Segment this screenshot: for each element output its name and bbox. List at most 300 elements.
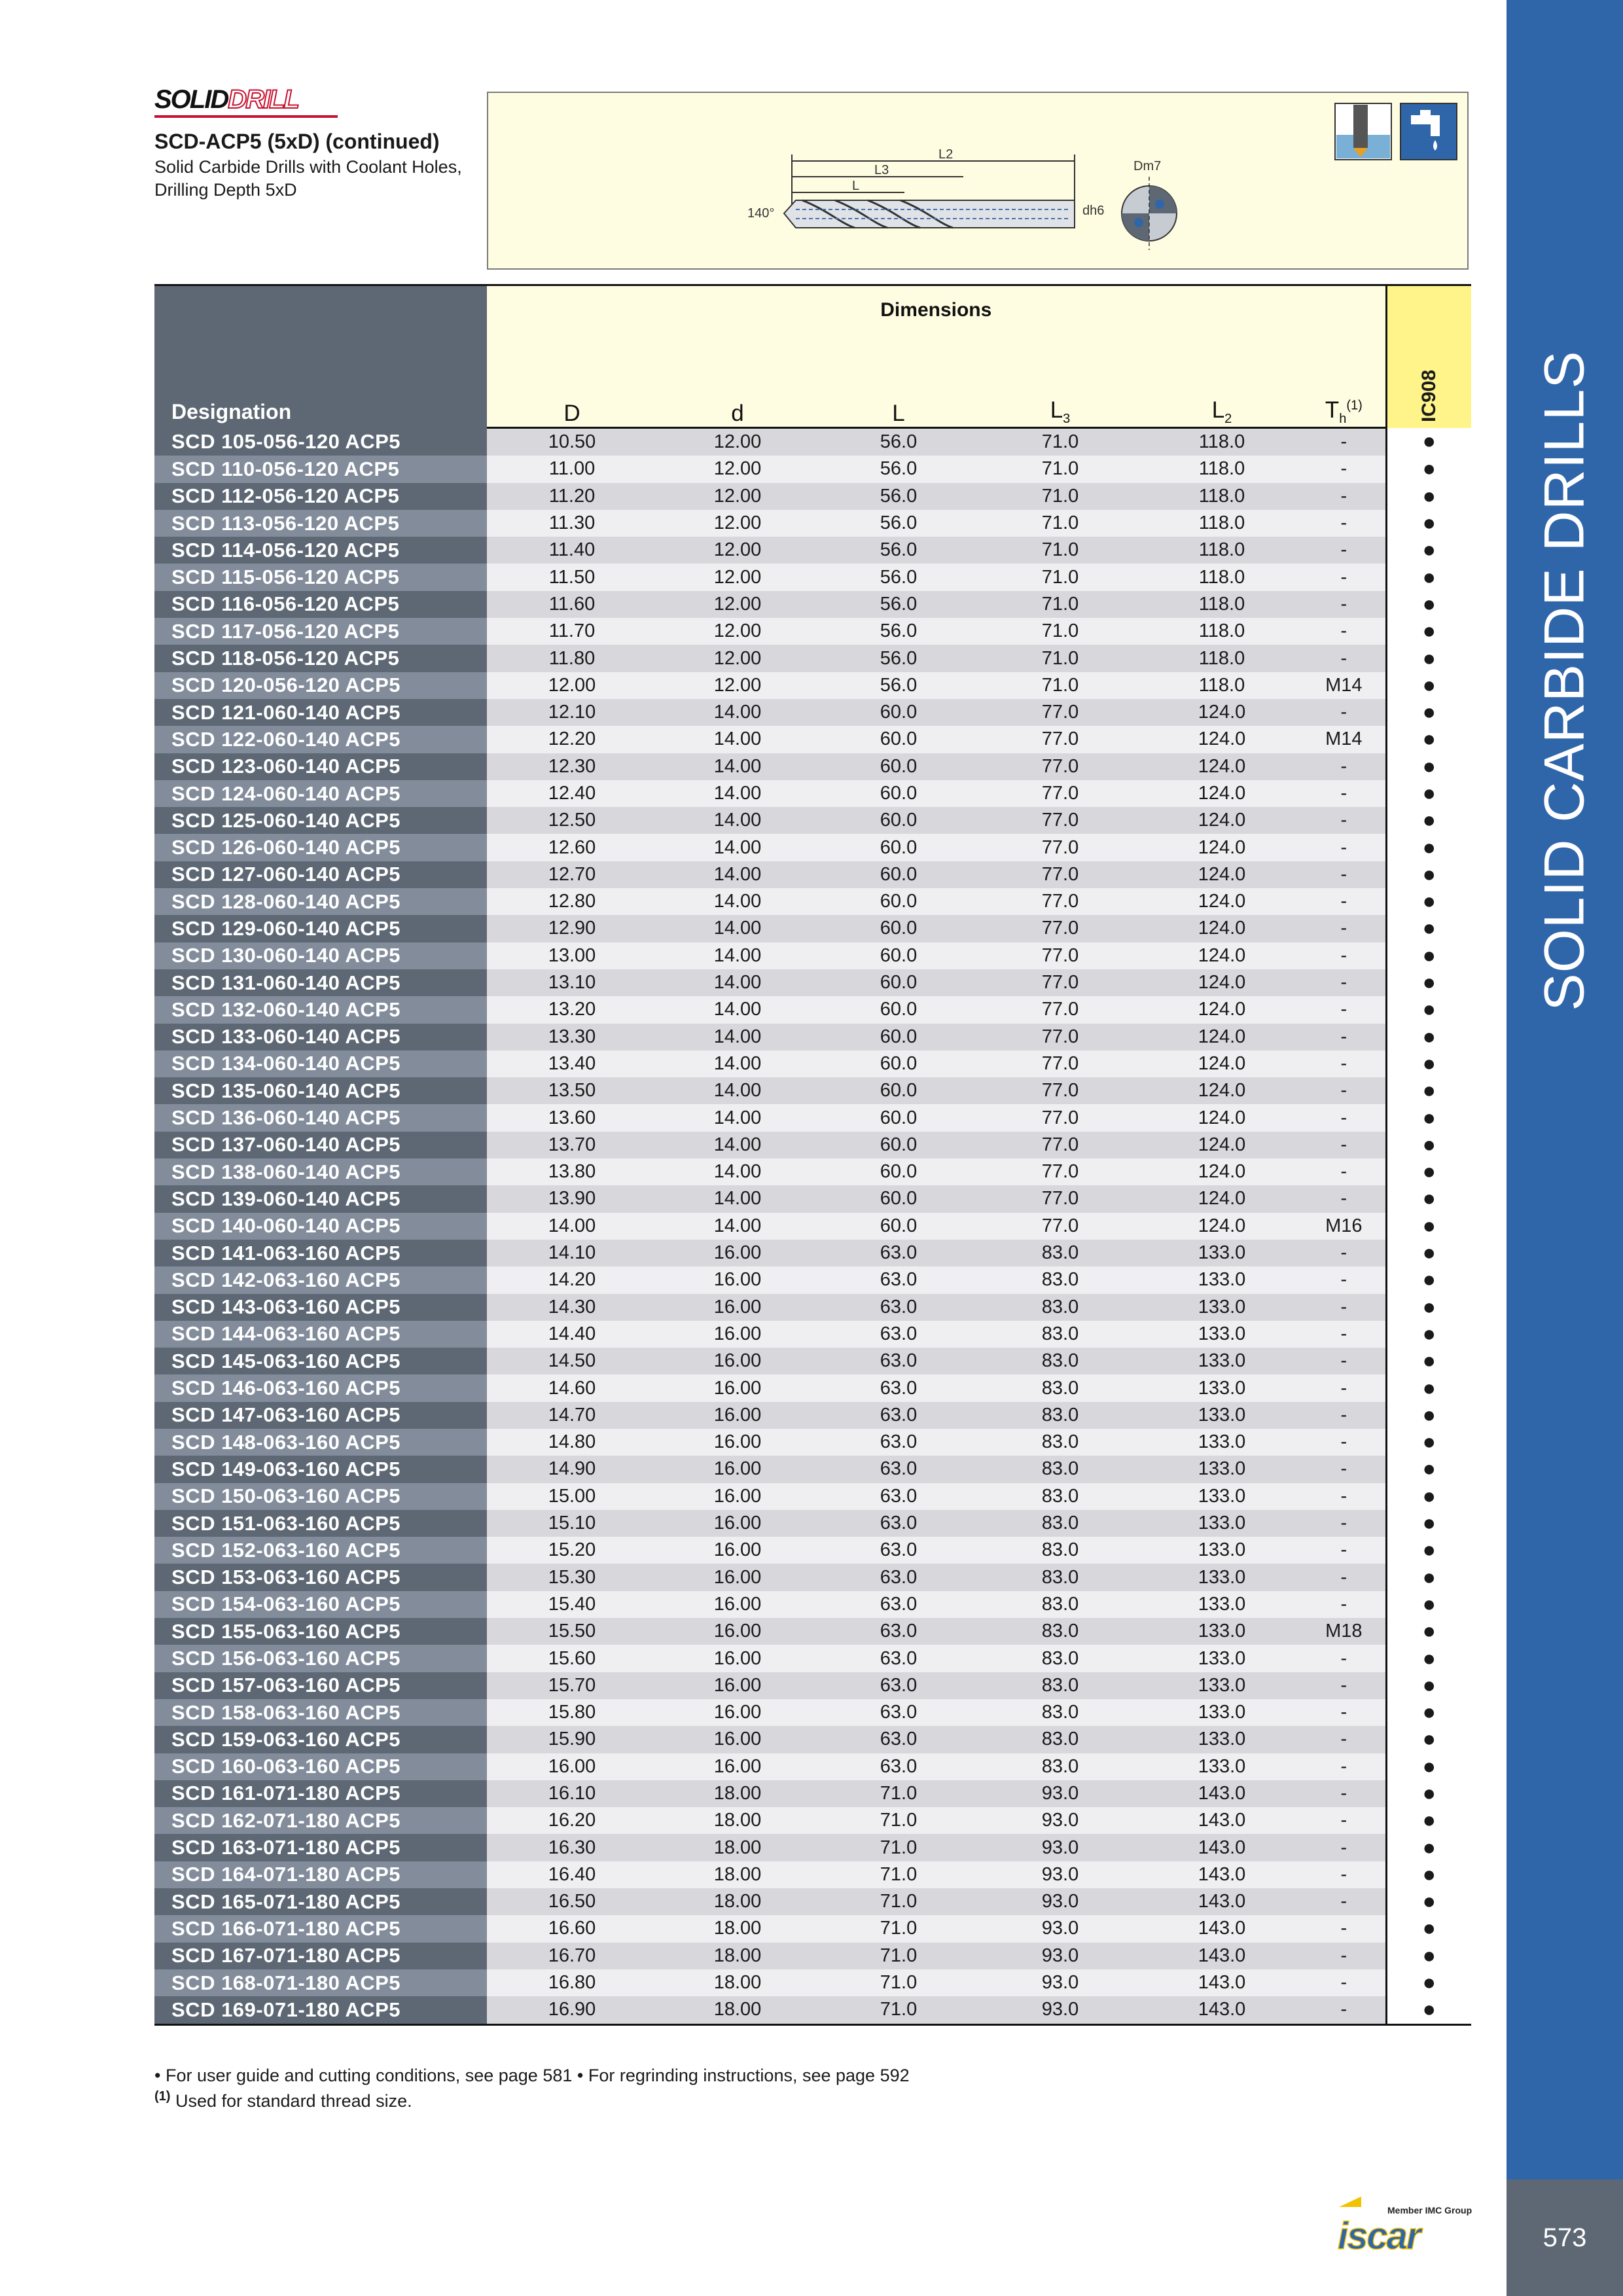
cell-D: 13.60: [487, 1104, 657, 1131]
grade-availability: ●: [1386, 753, 1471, 780]
designation-cell: SCD 134-060-140 ACP5: [154, 1050, 487, 1077]
designation-cell: SCD 139-060-140 ACP5: [154, 1185, 487, 1212]
cell-D: 16.00: [487, 1753, 657, 1780]
cell-L3: 71.0: [979, 618, 1141, 645]
cell-D: 11.20: [487, 483, 657, 510]
cell-L2: 143.0: [1141, 1861, 1302, 1888]
cell-L2: 143.0: [1141, 1943, 1302, 1969]
designation-cell: SCD 114-056-120 ACP5: [154, 537, 487, 564]
cell-Th: -: [1302, 996, 1386, 1023]
grade-availability: ●: [1386, 618, 1471, 645]
cell-Th: -: [1302, 699, 1386, 726]
cell-L: 63.0: [818, 1483, 979, 1510]
grade-availability: ●: [1386, 1185, 1471, 1212]
cell-L3: 77.0: [979, 942, 1141, 969]
cell-d: 18.00: [657, 1807, 818, 1834]
table-row: [154, 1915, 1471, 1942]
table-row: [154, 672, 1471, 699]
cell-Th: -: [1302, 807, 1386, 834]
cell-Th: -: [1302, 1780, 1386, 1807]
cell-D: 14.40: [487, 1321, 657, 1348]
page-number: 573: [1507, 2179, 1623, 2296]
cell-Th: -: [1302, 780, 1386, 807]
cell-d: 16.00: [657, 1726, 818, 1753]
cell-Th: -: [1302, 564, 1386, 590]
cell-L2: 124.0: [1141, 1213, 1302, 1240]
cell-d: 16.00: [657, 1672, 818, 1699]
cell-L: 63.0: [818, 1456, 979, 1482]
cell-L3: 83.0: [979, 1726, 1141, 1753]
cell-Th: -: [1302, 1483, 1386, 1510]
cell-L: 63.0: [818, 1672, 979, 1699]
designation-cell: SCD 153-063-160 ACP5: [154, 1564, 487, 1590]
cell-d: 16.00: [657, 1510, 818, 1537]
cell-L: 63.0: [818, 1726, 979, 1753]
cell-L2: 133.0: [1141, 1672, 1302, 1699]
table-row: [154, 1402, 1471, 1429]
header-dimensions: Dimensions: [487, 285, 1386, 398]
cell-L3: 71.0: [979, 428, 1141, 456]
cell-d: 16.00: [657, 1429, 818, 1456]
cell-Th: -: [1302, 1402, 1386, 1429]
cell-L: 60.0: [818, 1132, 979, 1158]
cell-d: 14.00: [657, 969, 818, 996]
cell-D: 12.20: [487, 726, 657, 753]
cell-D: 15.30: [487, 1564, 657, 1590]
cell-Th: -: [1302, 1672, 1386, 1699]
cell-d: 16.00: [657, 1591, 818, 1618]
designation-cell: SCD 164-071-180 ACP5: [154, 1861, 487, 1888]
header-designation: Designation: [154, 285, 487, 428]
table-row: [154, 753, 1471, 780]
grade-availability: ●: [1386, 834, 1471, 861]
cell-d: 14.00: [657, 834, 818, 861]
header-L2-main: L: [1211, 397, 1225, 423]
dimensions-table: [154, 284, 1471, 2026]
cell-L3: 77.0: [979, 1213, 1141, 1240]
cell-L3: 77.0: [979, 1077, 1141, 1104]
cell-d: 14.00: [657, 699, 818, 726]
designation-cell: SCD 165-071-180 ACP5: [154, 1888, 487, 1915]
cell-D: 16.60: [487, 1915, 657, 1942]
header-L3: [979, 397, 1141, 428]
designation-cell: SCD 130-060-140 ACP5: [154, 942, 487, 969]
cell-d: 16.00: [657, 1266, 818, 1293]
cell-L: 60.0: [818, 699, 979, 726]
cell-d: 14.00: [657, 1077, 818, 1104]
grade-availability: ●: [1386, 1807, 1471, 1834]
grade-availability: ●: [1386, 1348, 1471, 1374]
designation-cell: SCD 145-063-160 ACP5: [154, 1348, 487, 1374]
cell-L2: 124.0: [1141, 726, 1302, 753]
cell-Th: -: [1302, 1294, 1386, 1321]
grade-availability: ●: [1386, 1050, 1471, 1077]
cell-D: 12.60: [487, 834, 657, 861]
label-angle: 140°: [747, 206, 775, 221]
cell-L3: 77.0: [979, 807, 1141, 834]
cell-d: 18.00: [657, 1834, 818, 1861]
logo-tagline: Member IMC Group: [1387, 2205, 1472, 2215]
grade-availability: ●: [1386, 428, 1471, 456]
designation-cell: SCD 148-063-160 ACP5: [154, 1429, 487, 1456]
header-Th-main: T: [1325, 397, 1340, 423]
cell-L: 56.0: [818, 591, 979, 618]
cell-L3: 77.0: [979, 780, 1141, 807]
cell-L3: 83.0: [979, 1240, 1141, 1266]
cell-Th: M18: [1302, 1618, 1386, 1645]
table-row: [154, 510, 1471, 537]
cell-L3: 93.0: [979, 1861, 1141, 1888]
cell-Th: -: [1302, 834, 1386, 861]
cell-Th: -: [1302, 1753, 1386, 1780]
cell-L3: 77.0: [979, 996, 1141, 1023]
table-row: [154, 1726, 1471, 1753]
cell-Th: -: [1302, 1240, 1386, 1266]
cell-L2: 124.0: [1141, 834, 1302, 861]
cell-L3: 83.0: [979, 1402, 1141, 1429]
table-row: [154, 1132, 1471, 1158]
cell-L2: 124.0: [1141, 1077, 1302, 1104]
cell-L3: 71.0: [979, 564, 1141, 590]
designation-cell: SCD 146-063-160 ACP5: [154, 1374, 487, 1401]
grade-availability: ●: [1386, 564, 1471, 590]
cell-L3: 71.0: [979, 645, 1141, 672]
cell-Th: M16: [1302, 1213, 1386, 1240]
cell-d: 12.00: [657, 564, 818, 590]
cell-D: 11.80: [487, 645, 657, 672]
cell-L2: 133.0: [1141, 1591, 1302, 1618]
table-row: [154, 834, 1471, 861]
table-row: [154, 1429, 1471, 1456]
label-dh6: dh6: [1082, 204, 1105, 218]
cell-d: 14.00: [657, 1158, 818, 1185]
grade-availability: ●: [1386, 483, 1471, 510]
footnote-mark: (1): [154, 2089, 171, 2104]
designation-cell: SCD 127-060-140 ACP5: [154, 861, 487, 888]
footnote-text: Used for standard thread size.: [170, 2091, 412, 2111]
designation-cell: SCD 135-060-140 ACP5: [154, 1077, 487, 1104]
cell-L3: 83.0: [979, 1591, 1141, 1618]
designation-cell: SCD 143-063-160 ACP5: [154, 1294, 487, 1321]
product-subtitle: Solid Carbide Drills with Coolant Holes, Drilling Depth 5xD: [154, 157, 462, 200]
table-row: [154, 807, 1471, 834]
cell-L2: 133.0: [1141, 1753, 1302, 1780]
cell-L2: 133.0: [1141, 1483, 1302, 1510]
cell-L: 71.0: [818, 1861, 979, 1888]
table-row: [154, 1780, 1471, 1807]
designation-cell: SCD 122-060-140 ACP5: [154, 726, 487, 753]
cell-D: 13.50: [487, 1077, 657, 1104]
cell-d: 14.00: [657, 807, 818, 834]
cell-d: 14.00: [657, 861, 818, 888]
cell-L2: 133.0: [1141, 1699, 1302, 1726]
table-row: [154, 1753, 1471, 1780]
designation-cell: SCD 154-063-160 ACP5: [154, 1591, 487, 1618]
cell-L2: 124.0: [1141, 969, 1302, 996]
iscar-logo: [1335, 2194, 1472, 2259]
designation-cell: SCD 132-060-140 ACP5: [154, 996, 487, 1023]
cell-L2: 118.0: [1141, 672, 1302, 699]
cell-D: 13.00: [487, 942, 657, 969]
cell-d: 14.00: [657, 1185, 818, 1212]
cell-L: 63.0: [818, 1321, 979, 1348]
table-row: [154, 1834, 1471, 1861]
grade-availability: ●: [1386, 1645, 1471, 1672]
designation-cell: SCD 161-071-180 ACP5: [154, 1780, 487, 1807]
designation-cell: SCD 110-056-120 ACP5: [154, 456, 487, 482]
cell-L2: 143.0: [1141, 1780, 1302, 1807]
cell-d: 12.00: [657, 456, 818, 482]
cell-L3: 83.0: [979, 1564, 1141, 1590]
cell-L2: 124.0: [1141, 996, 1302, 1023]
grade-availability: ●: [1386, 915, 1471, 942]
cell-d: 16.00: [657, 1321, 818, 1348]
designation-cell: SCD 157-063-160 ACP5: [154, 1672, 487, 1699]
grade-availability: ●: [1386, 1429, 1471, 1456]
cell-d: 18.00: [657, 1861, 818, 1888]
cell-d: 16.00: [657, 1618, 818, 1645]
cell-d: 14.00: [657, 942, 818, 969]
cell-L3: 83.0: [979, 1618, 1141, 1645]
cell-Th: -: [1302, 1104, 1386, 1131]
cell-L: 60.0: [818, 942, 979, 969]
grade-availability: ●: [1386, 1969, 1471, 1996]
cell-L3: 93.0: [979, 1915, 1141, 1942]
grade-availability: ●: [1386, 1861, 1471, 1888]
cell-L2: 118.0: [1141, 510, 1302, 537]
cell-L: 63.0: [818, 1429, 979, 1456]
cell-d: 14.00: [657, 996, 818, 1023]
cell-Th: -: [1302, 1969, 1386, 1996]
cell-D: 12.50: [487, 807, 657, 834]
cell-L: 71.0: [818, 1943, 979, 1969]
cell-L3: 93.0: [979, 1807, 1141, 1834]
cell-D: 11.50: [487, 564, 657, 590]
cell-d: 16.00: [657, 1699, 818, 1726]
brand-logo: [154, 85, 338, 117]
cell-Th: M14: [1302, 726, 1386, 753]
grade-availability: ●: [1386, 1753, 1471, 1780]
brand-underline: [154, 115, 338, 118]
cell-L3: 83.0: [979, 1483, 1141, 1510]
cell-d: 12.00: [657, 618, 818, 645]
designation-cell: SCD 160-063-160 ACP5: [154, 1753, 487, 1780]
table-row: [154, 645, 1471, 672]
cell-L2: 124.0: [1141, 807, 1302, 834]
cell-d: 12.00: [657, 483, 818, 510]
cell-Th: -: [1302, 510, 1386, 537]
cell-D: 13.70: [487, 1132, 657, 1158]
designation-cell: SCD 118-056-120 ACP5: [154, 645, 487, 672]
header-Th: [1302, 397, 1386, 428]
cell-L: 63.0: [818, 1591, 979, 1618]
designation-cell: SCD 163-071-180 ACP5: [154, 1834, 487, 1861]
cell-L3: 77.0: [979, 915, 1141, 942]
cell-L: 71.0: [818, 1969, 979, 1996]
cell-L: 71.0: [818, 1834, 979, 1861]
cell-L2: 133.0: [1141, 1510, 1302, 1537]
cell-L2: 124.0: [1141, 1132, 1302, 1158]
table-row: [154, 456, 1471, 482]
depth-drilling-icon: [1335, 103, 1391, 160]
grade-availability: ●: [1386, 1158, 1471, 1185]
cell-D: 13.20: [487, 996, 657, 1023]
cell-L2: 118.0: [1141, 645, 1302, 672]
cell-L: 63.0: [818, 1374, 979, 1401]
iscar-logo-graphic: [1335, 2194, 1472, 2259]
cell-L2: 133.0: [1141, 1726, 1302, 1753]
cell-L: 60.0: [818, 780, 979, 807]
cell-L: 63.0: [818, 1699, 979, 1726]
cell-Th: -: [1302, 1699, 1386, 1726]
cell-D: 11.70: [487, 618, 657, 645]
cell-L3: 93.0: [979, 1834, 1141, 1861]
cell-L: 60.0: [818, 1185, 979, 1212]
cell-L3: 71.0: [979, 456, 1141, 482]
cell-d: 12.00: [657, 510, 818, 537]
cell-D: 16.30: [487, 1834, 657, 1861]
grade-availability: ●: [1386, 888, 1471, 915]
cell-L: 63.0: [818, 1510, 979, 1537]
cell-d: 14.00: [657, 780, 818, 807]
cell-L: 63.0: [818, 1618, 979, 1645]
cell-D: 16.20: [487, 1807, 657, 1834]
cell-D: 14.50: [487, 1348, 657, 1374]
cell-L3: 77.0: [979, 1104, 1141, 1131]
cell-D: 15.90: [487, 1726, 657, 1753]
cell-L2: 124.0: [1141, 1104, 1302, 1131]
cell-L2: 143.0: [1141, 1834, 1302, 1861]
cell-D: 14.90: [487, 1456, 657, 1482]
table-row: [154, 1483, 1471, 1510]
cell-D: 15.00: [487, 1483, 657, 1510]
cell-L: 63.0: [818, 1564, 979, 1590]
cell-d: 14.00: [657, 1213, 818, 1240]
table-row: [154, 591, 1471, 618]
cell-d: 12.00: [657, 428, 818, 456]
cell-Th: -: [1302, 456, 1386, 482]
grade-availability: ●: [1386, 1077, 1471, 1104]
cell-d: 16.00: [657, 1753, 818, 1780]
cell-D: 16.40: [487, 1861, 657, 1888]
table-row: [154, 1618, 1471, 1645]
cell-d: 14.00: [657, 726, 818, 753]
cell-L: 60.0: [818, 1050, 979, 1077]
cell-Th: -: [1302, 1132, 1386, 1158]
label-L3: L3: [874, 163, 889, 177]
designation-cell: SCD 147-063-160 ACP5: [154, 1402, 487, 1429]
table-row: [154, 1104, 1471, 1131]
cell-L3: 71.0: [979, 537, 1141, 564]
grade-availability: ●: [1386, 1456, 1471, 1482]
cell-D: 15.40: [487, 1591, 657, 1618]
cell-D: 11.40: [487, 537, 657, 564]
cell-Th: -: [1302, 942, 1386, 969]
footnote-thread: [154, 2089, 412, 2111]
cell-Th: -: [1302, 428, 1386, 456]
cell-L3: 83.0: [979, 1321, 1141, 1348]
cell-L: 71.0: [818, 1915, 979, 1942]
cell-D: 12.00: [487, 672, 657, 699]
cell-Th: -: [1302, 645, 1386, 672]
side-band: [1507, 0, 1623, 2179]
cell-d: 14.00: [657, 888, 818, 915]
table-row: [154, 1348, 1471, 1374]
brand-part2: DRILL: [228, 85, 298, 114]
grade-availability: ●: [1386, 861, 1471, 888]
cell-Th: -: [1302, 1645, 1386, 1672]
cell-L3: 83.0: [979, 1374, 1141, 1401]
cell-d: 12.00: [657, 645, 818, 672]
header-L2-sub: 2: [1224, 412, 1232, 426]
cell-D: 11.30: [487, 510, 657, 537]
table-row: [154, 726, 1471, 753]
cell-d: 16.00: [657, 1294, 818, 1321]
cell-d: 16.00: [657, 1240, 818, 1266]
cell-d: 12.00: [657, 537, 818, 564]
grade-availability: ●: [1386, 807, 1471, 834]
cell-D: 12.10: [487, 699, 657, 726]
cell-D: 13.40: [487, 1050, 657, 1077]
designation-cell: SCD 159-063-160 ACP5: [154, 1726, 487, 1753]
cell-d: 18.00: [657, 1780, 818, 1807]
cell-L: 60.0: [818, 888, 979, 915]
designation-cell: SCD 166-071-180 ACP5: [154, 1915, 487, 1942]
grade-availability: ●: [1386, 1780, 1471, 1807]
cell-L3: 77.0: [979, 753, 1141, 780]
cell-L2: 124.0: [1141, 753, 1302, 780]
cell-L: 60.0: [818, 969, 979, 996]
cell-L2: 133.0: [1141, 1348, 1302, 1374]
cell-L3: 77.0: [979, 1185, 1141, 1212]
table-row: [154, 1266, 1471, 1293]
grade-availability: ●: [1386, 1104, 1471, 1131]
grade-availability: ●: [1386, 645, 1471, 672]
cell-d: 18.00: [657, 1996, 818, 2024]
grade-availability: ●: [1386, 1943, 1471, 1969]
cell-Th: -: [1302, 1077, 1386, 1104]
cell-Th: -: [1302, 1537, 1386, 1564]
table-row: [154, 1321, 1471, 1348]
cell-L: 56.0: [818, 537, 979, 564]
cell-L3: 83.0: [979, 1294, 1141, 1321]
table-row: [154, 969, 1471, 996]
cell-d: 16.00: [657, 1348, 818, 1374]
cell-L2: 133.0: [1141, 1564, 1302, 1590]
grade-availability: ●: [1386, 1888, 1471, 1915]
grade-availability: ●: [1386, 780, 1471, 807]
cell-L2: 124.0: [1141, 888, 1302, 915]
cell-D: 16.90: [487, 1996, 657, 2024]
cell-L3: 77.0: [979, 1132, 1141, 1158]
cell-L2: 133.0: [1141, 1266, 1302, 1293]
cell-L3: 71.0: [979, 510, 1141, 537]
cell-Th: -: [1302, 1024, 1386, 1050]
cell-Th: -: [1302, 753, 1386, 780]
cell-L2: 124.0: [1141, 942, 1302, 969]
table-row: [154, 1456, 1471, 1482]
cell-L3: 77.0: [979, 861, 1141, 888]
cell-L: 60.0: [818, 1213, 979, 1240]
cell-L2: 133.0: [1141, 1645, 1302, 1672]
cell-L: 56.0: [818, 510, 979, 537]
designation-cell: SCD 113-056-120 ACP5: [154, 510, 487, 537]
cell-D: 14.30: [487, 1294, 657, 1321]
header-Th-sub: h: [1339, 412, 1347, 426]
cell-L2: 143.0: [1141, 1915, 1302, 1942]
cell-L3: 83.0: [979, 1753, 1141, 1780]
cell-L2: 118.0: [1141, 591, 1302, 618]
